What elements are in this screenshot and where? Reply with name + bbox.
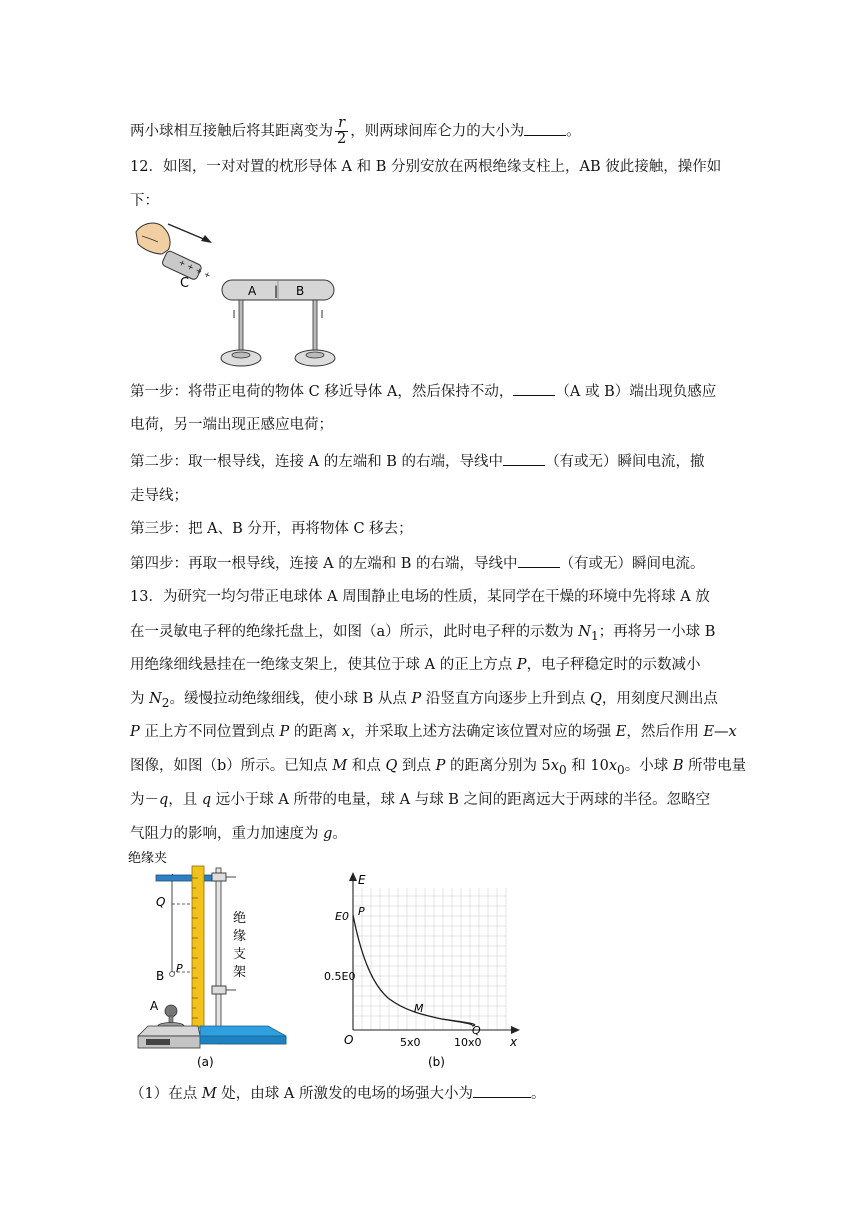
q12-step1-line xyxy=(130,381,716,402)
point-m-label: M xyxy=(414,1002,424,1015)
symbol-q-charge: q xyxy=(201,792,212,808)
q12-step2-line xyxy=(130,451,705,472)
axis-x-label: x xyxy=(510,1035,518,1049)
electronic-scale xyxy=(138,1023,200,1049)
q12-line1: 12．如图，一对对置的枕形导体 A 和 B 分别安放在两根绝缘支柱上，AB 彼此接触，操作如 xyxy=(130,159,722,175)
axis-e-label: E xyxy=(358,873,366,887)
q13-sub1-end: 。 xyxy=(531,1086,546,1102)
step2-text-b: （有或无）瞬间电流，撤 xyxy=(545,454,705,470)
answer-blank[interactable] xyxy=(518,553,560,568)
q12-step3: 第三步：把 A、B 分开，再将物体 C 移去； xyxy=(130,521,413,537)
q13-l8-a: 气阻力的影响，重力加速度为 xyxy=(130,826,324,842)
q13-line2 xyxy=(130,622,715,646)
q13-l6-a: 图像，如图（b）所示。已知点 xyxy=(130,758,333,774)
q13-l4-b: 。缓慢拉动绝缘细线，使小球 B 从点 xyxy=(169,691,412,707)
label-clamp: 绝缘夹 xyxy=(128,851,168,866)
hand-icon xyxy=(136,223,170,254)
q13-l6-e: 和 10 xyxy=(566,758,609,774)
symbol-q-charge: q xyxy=(159,792,169,808)
label-stand-2: 缘 xyxy=(233,929,247,944)
insulating-clamp-bar xyxy=(156,875,218,881)
symbol-x0-sub: 0 xyxy=(617,762,625,777)
q12-step1-cont: 电荷，另一端出现正感应电荷； xyxy=(130,417,333,433)
q13-l6-c: 到点 xyxy=(397,758,436,774)
insulating-support-right xyxy=(295,300,335,366)
q13-l5-d: ，然后作用 xyxy=(626,724,704,740)
symbol-n1: N xyxy=(578,624,591,640)
q13-l8-b: 。 xyxy=(332,826,347,842)
label-divider: | xyxy=(274,284,279,298)
answer-blank[interactable] xyxy=(503,451,545,466)
q13-line5 xyxy=(130,722,737,742)
x-axis-arrow-icon xyxy=(511,1026,520,1034)
answer-blank[interactable] xyxy=(473,1083,531,1098)
point-p-label: P xyxy=(358,905,365,918)
symbol-x: x xyxy=(341,724,351,740)
step1-text: 第一步：将带正电荷的物体 C 移近导体 A，然后保持不动， xyxy=(130,384,514,400)
symbol-n2: N xyxy=(149,691,162,707)
q13-l7-a: 为－ xyxy=(130,792,159,808)
symbol-x0-sub: 0 xyxy=(558,762,567,777)
label-b: B xyxy=(156,969,165,983)
q13-sub1-a: （1）在点 xyxy=(130,1086,202,1102)
q13-l2-b: ；再将另一小球 B xyxy=(598,624,716,640)
q12-step4-line xyxy=(130,553,705,574)
q13-l2-a: 在一灵敏电子秤的绝缘托盘上，如图（a）所示，此时电子秤的示数为 xyxy=(130,624,579,640)
label-stand-3: 支 xyxy=(233,947,247,962)
q13-l6-g: 所带电量 xyxy=(683,758,747,774)
q13-l3-b: ，电子秤稳定时的示数减小 xyxy=(526,657,701,673)
q12-step2-cont: 走导线； xyxy=(130,488,188,504)
symbol-p: P xyxy=(130,724,140,740)
caption-a: (a) xyxy=(197,1055,214,1069)
insulating-support-left xyxy=(221,300,261,366)
step2-text: 第二步：取一根导线，连接 A 的左端和 B 的右端，导线中 xyxy=(130,454,504,470)
caption-b: (b) xyxy=(428,1055,445,1069)
fraction-denominator: 2 xyxy=(337,131,347,147)
pillow-conductor-figure xyxy=(128,218,348,376)
symbol-x0: x xyxy=(550,758,559,774)
symbol-n1-sub: 1 xyxy=(590,628,599,643)
symbol-x0: x xyxy=(608,758,618,774)
q13-l4-d: ，用刻度尺测出点 xyxy=(601,691,718,707)
label-e0: E0 xyxy=(335,910,349,923)
q13-l7-c: 远小于球 A 所带的电量，球 A 与球 B 之间的距离远大于两球的半径。忽略空 xyxy=(211,792,711,808)
q11-tail-line xyxy=(130,116,581,147)
symbol-n2-sub: 2 xyxy=(161,695,170,710)
svg-text:+ + + +: + + + + xyxy=(177,257,213,281)
q13-line8 xyxy=(130,824,347,844)
motion-arrow-icon xyxy=(168,224,212,243)
label-origin: O xyxy=(344,1033,354,1047)
r-over-2-fraction xyxy=(335,116,348,147)
ruler xyxy=(192,866,204,1028)
figure-a-apparatus xyxy=(128,848,294,1078)
q13-l6-d: 的距离分别为 5 xyxy=(445,758,551,774)
label-c: C xyxy=(180,276,190,291)
step1-text-b: （A 或 B）端出现负感应 xyxy=(555,384,717,400)
q13-line3 xyxy=(130,655,701,675)
y-axis-arrow-icon xyxy=(349,872,357,881)
q13-line1: 13．为研究一均匀带正电球体 A 周围静止电场的性质，某同学在干燥的环境中先将球 A 放 xyxy=(130,589,710,605)
point-q-label: Q xyxy=(472,1024,481,1037)
label-stand-1: 绝 xyxy=(233,911,247,926)
symbol-e: E xyxy=(615,724,627,740)
q13-l3-a: 用绝缘细线悬挂在一绝缘支架上，使其位于球 A 的正上方点 xyxy=(130,657,517,673)
q13-sub1-line xyxy=(130,1083,546,1104)
ball-a xyxy=(165,1005,177,1017)
label-b: B xyxy=(296,284,305,298)
q11-text: 两小球相互接触后将其距离变为 xyxy=(130,123,333,140)
symbol-q: Q xyxy=(385,758,398,774)
grid xyxy=(353,888,506,1030)
q13-l6-b: 和点 xyxy=(347,758,386,774)
symbol-p: P xyxy=(435,758,446,774)
label-a: A xyxy=(150,999,159,1013)
q13-l6-f: 。小球 xyxy=(624,758,673,774)
fraction-numerator: r xyxy=(335,116,348,132)
q11-end: 。 xyxy=(566,123,581,140)
symbol-e-x: E—x xyxy=(703,724,737,740)
symbol-m: M xyxy=(201,1086,217,1102)
symbol-b: B xyxy=(672,758,684,774)
label-p: P xyxy=(176,962,183,975)
q13-l5-a: 正上方不同位置到点 xyxy=(139,724,280,740)
symbol-p: P xyxy=(516,657,527,673)
q13-l4-a: 为 xyxy=(130,691,150,707)
blue-base xyxy=(200,1026,286,1044)
q11-text-after: ，则两球间库仑力的大小为 xyxy=(350,123,525,140)
q12-line2: 下： xyxy=(130,193,159,209)
q13-line6 xyxy=(130,756,746,780)
label-10x0: 10x0 xyxy=(454,1036,482,1049)
axes xyxy=(353,876,514,1030)
step4-text: 第四步：再取一根导线，连接 A 的左端和 B 的右端，导线中 xyxy=(130,556,518,572)
symbol-q: Q xyxy=(589,691,602,707)
label-5x0: 5x0 xyxy=(400,1036,421,1049)
q13-sub1-b: 处，由球 A 所激发的电场的场强大小为 xyxy=(216,1086,474,1102)
label-half-e0: 0.5E0 xyxy=(324,970,356,983)
label-q: Q xyxy=(156,895,166,909)
ball-b xyxy=(170,972,175,977)
symbol-p: P xyxy=(411,691,422,707)
step4-text-b: （有或无）瞬间电流。 xyxy=(559,556,705,572)
figure-b-graph xyxy=(322,870,522,1078)
stand-pole xyxy=(216,868,221,1038)
answer-blank[interactable] xyxy=(513,381,555,396)
label-a: A xyxy=(248,284,257,298)
label-stand-4: 架 xyxy=(233,965,247,980)
q13-l5-c: ，并采取上述方法确定该位置对应的场强 xyxy=(350,724,616,740)
symbol-m: M xyxy=(332,758,348,774)
answer-blank[interactable] xyxy=(524,121,566,136)
q13-l7-b: ，且 xyxy=(168,792,202,808)
symbol-p: P xyxy=(279,724,290,740)
q13-l4-c: 沿竖直方向逐步上升到点 xyxy=(421,691,590,707)
symbol-g: g xyxy=(323,826,333,842)
q13-line7 xyxy=(130,790,710,810)
q13-l5-b: 的距离 xyxy=(289,724,342,740)
q13-line4 xyxy=(130,689,718,713)
